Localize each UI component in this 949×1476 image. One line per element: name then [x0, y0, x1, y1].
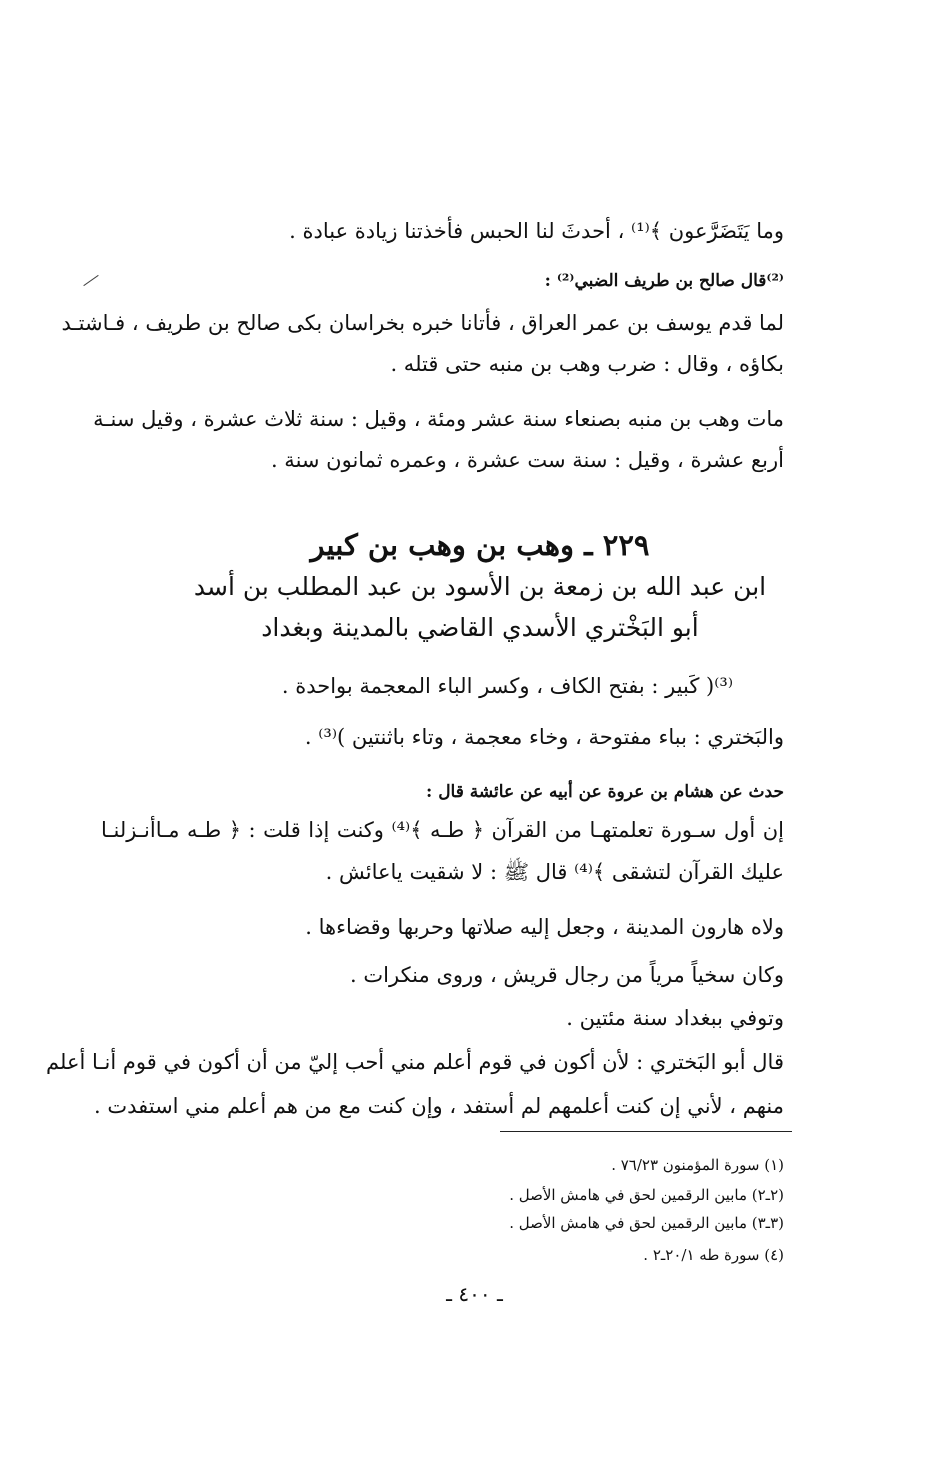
text-line: بكاؤه ، وقال : ضرب وهب بن منبه حتى قتله .	[390, 352, 784, 376]
section-heading: ⁽²⁾قال صالح بن طريف الضبي⁽²⁾ :	[544, 271, 784, 291]
text-line: والبَختري : بباء مفتوحة ، وخاء معجمة ، وتاء باثنتين )⁽³⁾ .	[304, 725, 784, 749]
text-line: وتوفي ببغداد سنة مئتين .	[566, 1006, 784, 1030]
text-line: أربع عشرة ، وقيل : سنة ست عشرة ، وعمره ثمانون سنة .	[270, 448, 784, 472]
footnote: (٤) سورة طه ٢٠/١ـ٢ .	[643, 1246, 784, 1264]
text-line: لما قدم يوسف بن عمر العراق ، فأتانا خبره بخراسان بكى صالح بن طريف ، فـاشتـد	[61, 311, 784, 335]
text-line: منهم ، لأني إن كنت أعلمهم لم أستفد ، وإن كنت مع من هم أعلم مني استفدت .	[93, 1094, 784, 1118]
text-line: وكان سخياً مرياً من رجال قريش ، وروى منكرات .	[350, 963, 784, 987]
text-line: ⁽³⁾( كَبير : بفتح الكاف ، وكسر الباء المعجمة بواحدة .	[281, 674, 733, 698]
margin-mark	[83, 275, 98, 286]
entry-kunya: أبو البَخْتري الأسدي القاضي بالمدينة وبغداد	[261, 613, 699, 642]
entry-lineage: ابن عبد الله بن زمعة بن الأسود بن عبد المطلب بن أسد	[193, 572, 767, 601]
narration-heading: حدث عن هشام بن عروة عن أبيه عن عائشة قال :	[426, 782, 784, 802]
page-number: ـ ٤٠٠ ـ	[446, 1282, 503, 1306]
text-line: وما يَتَضَرَّعون ﴾⁽¹⁾ ، أحدثَ لنا الحبس فأخذتنا زيادة عبادة .	[289, 219, 784, 243]
text-line: ولاه هارون المدينة ، وجعل إليه صلاتها وحربها وقضاءها .	[305, 915, 784, 939]
footnote: (٣ـ٣) مابين الرقمين لحق في هامش الأصل .	[509, 1214, 784, 1232]
footnote: (١) سورة المؤمنون ٧٦/٢٣ .	[611, 1156, 784, 1174]
entry-title: ٢٢٩ ـ وهب بن وهب بن كبير	[310, 528, 650, 562]
footnote-separator	[500, 1131, 792, 1132]
footnote: (٢ـ٢) مابين الرقمين لحق في هامش الأصل .	[509, 1186, 784, 1204]
text-line: عليك القرآن لتشقى ﴾⁽⁴⁾ قال ﷺ : لا شقيت ياعائش .	[325, 860, 784, 884]
text-line: قال أبو البَختري : لأن أكون في قوم أعلم مني أحب إليّ من أن أكون في قوم أنـا أعلم	[46, 1050, 784, 1074]
text-line: مات وهب بن منبه بصنعاء سنة عشر ومئة ، وقيل : سنة ثلاث عشرة ، وقيل سنـة	[93, 407, 784, 431]
text-line: إن أول سـورة تعلمتهـا من القرآن ﴿ طـه ﴾⁽⁴⁾ وكنت إذا قلت : ﴿ طـه مـاأنـزلنـا	[101, 818, 784, 842]
